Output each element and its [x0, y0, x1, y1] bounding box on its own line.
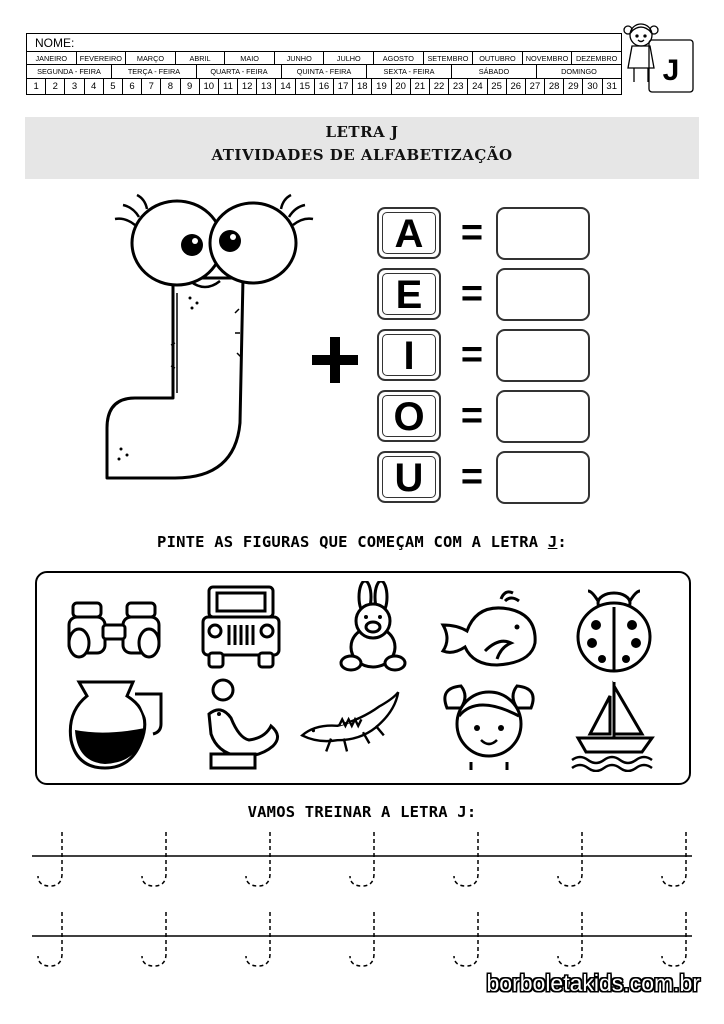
girl-holding-letter-sign-icon	[622, 22, 702, 102]
equals-sign: =	[460, 334, 484, 376]
vowel-letter: E	[382, 273, 436, 315]
dashed-letter-j-guide	[142, 832, 166, 886]
rabbit-toy-icon[interactable]	[321, 581, 425, 675]
months-row	[27, 52, 621, 65]
whale-icon[interactable]	[437, 581, 541, 675]
girl-face-icon[interactable]	[437, 678, 541, 772]
day-cell[interactable]: 7	[142, 79, 161, 95]
day-cell[interactable]: 18	[353, 79, 372, 95]
dashed-letter-j-guide	[454, 832, 478, 886]
jug-icon[interactable]	[65, 678, 169, 772]
month-cell: NOVEMBRO	[523, 52, 573, 64]
dashed-letter-j-guide	[246, 912, 270, 966]
day-cell[interactable]: 20	[392, 79, 411, 95]
month-cell: JULHO	[324, 52, 374, 64]
paint-instruction-colon: :	[557, 533, 567, 551]
vowel-tile-u	[377, 451, 441, 503]
vowel-tile-i	[377, 329, 441, 381]
month-cell: MAIO	[225, 52, 275, 64]
day-cell[interactable]: 29	[564, 79, 583, 95]
dashed-letter-j-guide	[142, 912, 166, 966]
day-cell[interactable]: 22	[430, 79, 449, 95]
dashed-letter-j-guide	[454, 912, 478, 966]
paint-instruction-text: PINTE AS FIGURAS QUE COMEÇAM COM A LETRA	[157, 533, 548, 551]
paint-instruction-letter: J	[547, 533, 558, 551]
binoculars-icon[interactable]	[65, 581, 169, 675]
vowel-tile-e	[377, 268, 441, 320]
dashed-letter-j-guide	[558, 912, 582, 966]
vowel-tile-o	[377, 390, 441, 442]
month-cell: JUNHO	[275, 52, 325, 64]
name-label: NOME:	[35, 36, 75, 50]
day-cell[interactable]: 13	[257, 79, 276, 95]
day-cell[interactable]: 16	[315, 79, 334, 95]
day-cell[interactable]: 27	[526, 79, 545, 95]
weekday-cell: SEXTA - FEIRA	[367, 65, 452, 78]
answer-box-je[interactable]	[496, 268, 590, 321]
jeep-icon[interactable]	[189, 581, 293, 675]
day-cell[interactable]: 17	[334, 79, 353, 95]
day-cell[interactable]: 8	[161, 79, 180, 95]
ladybug-icon[interactable]	[562, 581, 666, 675]
month-cell: ABRIL	[176, 52, 226, 64]
tracing-line-row-2[interactable]	[24, 906, 700, 976]
month-cell: OUTUBRO	[473, 52, 523, 64]
answer-box-ju[interactable]	[496, 451, 590, 504]
dashed-letter-j-guide	[558, 832, 582, 886]
day-cell[interactable]: 21	[411, 79, 430, 95]
alligator-icon[interactable]	[299, 678, 403, 772]
day-cell[interactable]: 14	[276, 79, 295, 95]
day-cell[interactable]: 24	[468, 79, 487, 95]
sign-letter: J	[662, 54, 680, 87]
equals-sign: =	[460, 456, 484, 498]
dashed-letter-j-guide	[662, 912, 686, 966]
plus-sign	[312, 335, 358, 385]
vowel-letter: A	[382, 212, 436, 254]
day-cell[interactable]: 30	[583, 79, 602, 95]
day-cell[interactable]: 31	[606, 81, 617, 92]
weekday-cell: QUINTA - FEIRA	[282, 65, 367, 78]
title-band	[25, 117, 699, 179]
answer-box-ja[interactable]	[496, 207, 590, 260]
day-cell[interactable]: 25	[488, 79, 507, 95]
day-cell[interactable]: 23	[449, 79, 468, 95]
vowel-letter: U	[382, 456, 436, 498]
weekday-cell: SÁBADO	[452, 65, 537, 78]
sailboat-icon[interactable]	[562, 678, 666, 772]
answer-box-jo[interactable]	[496, 390, 590, 443]
days-row	[27, 79, 621, 95]
weekday-cell: QUARTA - FEIRA	[197, 65, 282, 78]
day-cell[interactable]: 6	[123, 79, 142, 95]
seal-with-ball-icon[interactable]	[189, 678, 293, 772]
weekday-cell: TERÇA - FEIRA	[112, 65, 197, 78]
equals-sign: =	[460, 395, 484, 437]
dashed-letter-j-guide	[38, 832, 62, 886]
vowel-tile-a	[377, 207, 441, 259]
page-title: LETRA J	[325, 123, 399, 141]
day-cell[interactable]: 5	[104, 79, 123, 95]
day-cell[interactable]: 15	[296, 79, 315, 95]
practice-instruction: VAMOS TREINAR A LETRA J:	[247, 803, 477, 821]
page-subtitle: ATIVIDADES DE ALFABETIZAÇÃO	[211, 146, 513, 164]
month-cell: FEVEREIRO	[77, 52, 127, 64]
equals-sign: =	[460, 273, 484, 315]
googly-eyed-letter-j-icon	[95, 193, 335, 493]
name-row	[27, 34, 621, 52]
website-footer: borboletakids.com.br	[486, 970, 700, 996]
name-date-form	[26, 33, 622, 95]
paint-instruction	[0, 533, 724, 551]
day-cell[interactable]: 11	[219, 79, 238, 95]
day-cell[interactable]: 2	[46, 79, 65, 95]
answer-box-ji[interactable]	[496, 329, 590, 382]
dashed-letter-j-guide	[246, 832, 270, 886]
day-cell[interactable]: 4	[85, 79, 104, 95]
day-cell[interactable]: 28	[545, 79, 564, 95]
equals-sign: =	[460, 212, 484, 254]
month-cell: DEZEMBRO	[575, 54, 618, 63]
tracing-line-row-1[interactable]	[24, 826, 700, 896]
dashed-letter-j-guide	[662, 832, 686, 886]
day-cell[interactable]: 9	[181, 79, 200, 95]
weekdays-row	[27, 65, 621, 79]
vowel-letter: O	[382, 395, 436, 437]
dashed-letter-j-guide	[38, 912, 62, 966]
month-cell: AGOSTO	[374, 52, 424, 64]
month-cell: JANEIRO	[27, 52, 77, 64]
day-cell[interactable]: 10	[200, 79, 219, 95]
weekday-cell: DOMINGO	[561, 67, 597, 76]
dashed-letter-j-guide	[350, 832, 374, 886]
day-cell[interactable]: 1	[27, 79, 46, 95]
month-cell: SETEMBRO	[424, 52, 474, 64]
weekday-cell: SEGUNDA - FEIRA	[27, 65, 112, 78]
vowel-letter: I	[382, 334, 436, 376]
day-cell[interactable]: 19	[372, 79, 391, 95]
dashed-letter-j-guide	[350, 912, 374, 966]
day-cell[interactable]: 26	[507, 79, 526, 95]
day-cell[interactable]: 12	[238, 79, 257, 95]
day-cell[interactable]: 3	[65, 79, 84, 95]
month-cell: MARÇO	[126, 52, 176, 64]
pictures-panel	[35, 571, 691, 785]
